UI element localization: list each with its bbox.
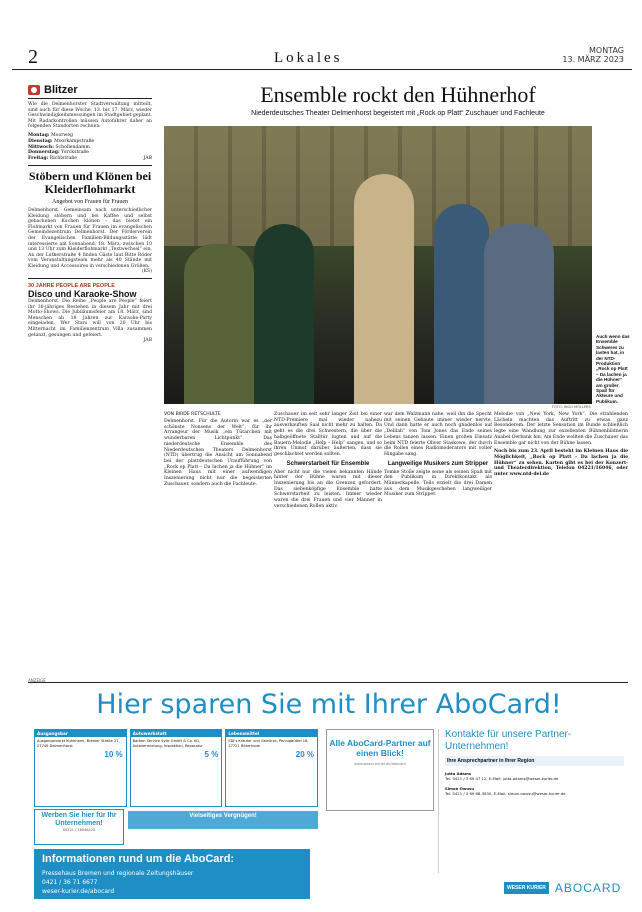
article-subhead: Schwerstarbeit für Ensemble	[286, 460, 370, 467]
contact-person	[445, 771, 624, 781]
schedule-place: Schollendamm	[55, 144, 90, 150]
werben-title: Werben Sie hier für Ihr Unternehmen!	[41, 812, 117, 827]
abocard-advertisement	[28, 678, 628, 902]
abocard-logo: ABOCARD	[554, 881, 622, 895]
schedule-day: Mittwoch:	[28, 144, 54, 150]
contact-person	[445, 786, 624, 796]
werben-box[interactable]	[34, 809, 124, 845]
contact-name: Simon Owusu	[445, 786, 475, 791]
left-story2-kicker: 30 JAHRE PEOPLE ARE PEOPLE	[28, 283, 115, 290]
left-story-title: Stöbern und Klönen bei Kleiderflohmarkt	[28, 168, 152, 196]
schedule-place: Moorweg	[50, 132, 73, 138]
blitzer-intro: Wie die Delmenhorster Stadtverwaltung mitteilt, sind auch für diese Woche, 13. bis 17. März, wieder Geschwindigkeitsmessungen im Stadtgebiet geplant. Mit Radarkontrollen müssen Autofahrer daher an folgenden Standorten rechnen:	[28, 102, 152, 130]
left-story-body: Delmenhorst. Gemeinsam nach unterschiedlicher Kleidung stöbern und bei Kaffee und selbst gebackenen Kuchen klönen – das bietet ein Flohmarkt von Frauen für Frauen im evangelischen Gemeindezentrum Delmenhorst. Der Förderverein der Evangelischen Familien-Bildungsstätte lädt interessierte am Sonnabend, 18. März, zwischen 10 und 13 Uhr zum Kleiderflohmarkt „Textwechsel“ ein. An der Lutherstraße 4 finden Gäste laut Bitte Röder vom Veranstaltungsteam mehr als 40 Stände mit Kleidung und Accessoires in verschiedenen Größen.	[28, 207, 152, 269]
article-column-3	[384, 412, 492, 498]
left-story-subtitle: Angebot von Frauen für Frauen	[52, 198, 128, 205]
schedule-place: Moorkampstraße	[54, 138, 95, 144]
divider	[28, 278, 152, 279]
left-story2-body: Delmenhorst. Die Reihe „People are People“ feiert ihr 30-jähriges Bestehen in diesem Jahr mit drei Motto-Shows. Die Jubiläumsfeier am 18. März, sind Menschen ab 18 Jahren zur Karaoke-Party eingeladen. Wer Stars will von 20 Uhr bis Mitternacht im Familienzentrum Villa zusammen getanzt, gesungen und gefeiert.	[28, 299, 152, 338]
event-info: Noch bis zum 23. April besteht im Kleinen Haus die Möglichkeit, „Rock op Platt – Da lachen ja die Hühner“ zu sehen. Karten gibt es bei der Konzert- und Theaterdirektion, Telefon 04221/16046, oder unter www.ntd-del.de	[494, 449, 628, 478]
partner-tile[interactable]	[130, 729, 223, 807]
tile-discount: 5 %	[204, 750, 219, 760]
blitzer-heading	[28, 84, 152, 99]
photo-actor	[254, 224, 314, 404]
tile-discount: 20 %	[295, 750, 314, 760]
weser-kurier-logo: WESER KURIER	[504, 882, 549, 894]
ensemble-photo	[164, 126, 592, 404]
tile-title: Ausgangsbar	[35, 730, 126, 737]
partner-tile[interactable]	[225, 729, 318, 807]
section-title: Lokales	[274, 50, 343, 66]
contact-details[interactable]: Tel. 0421 / 3 69 68-3830, E-Mail: simon.owusu@weser-kurier.de	[445, 791, 566, 796]
partner-tile[interactable]	[34, 729, 127, 807]
schedule-place: Richtstraße	[49, 156, 77, 162]
tile-discount: 10 %	[104, 750, 123, 760]
page-number: 2	[28, 46, 38, 68]
werben-contact: 04221 / 16046420	[62, 828, 96, 832]
photo-actor	[484, 224, 554, 404]
schedule-day: Freitag:	[28, 156, 49, 162]
speed-camera-icon	[28, 85, 40, 95]
main-headline: Ensemble rockt den Hühnerhof	[260, 82, 536, 107]
article-text: war dem Walzmann nahe, weil ihn die Specht mit seinen Gebaute immer wieder nervte. Und dann hatte er auch noch gnadenlos auf „Delilah“ von Tom Jones das Ende seines Lebens tanzen lassen. Einen großen Einsatz beim NTD feierte Oliver Staskowe, der durch die Rollen eines Radiomoderators mit voller Hingabe sang.	[384, 412, 492, 457]
contact-title: Kontakte für unsere Partner-Unternehmen!	[445, 729, 572, 752]
photo-actor	[184, 244, 254, 404]
contact-panel	[438, 729, 624, 873]
abocard-promo-text: Alle AboCard-Partner auf einen Blick!	[329, 738, 431, 758]
ad-headline: Hier sparen Sie mit Ihrer AboCard!	[96, 689, 562, 720]
tile-title: Autowerkstatt	[131, 730, 222, 737]
schedule-place: Yorckstraße	[61, 150, 90, 156]
left-story2-title: Disco und Karaoke-Show	[28, 289, 137, 300]
photo-caption: Auch wenn das Ensemble Schweres zu lasten hat, in der NTD-Produktion „Rock op Platt – Da lachen ja die Hühner“ am großer Spaß für Akteure und Publikum.	[596, 334, 630, 404]
article-text: Melodie von „New York, New York“. Die strahlenden Lächeln machten das Auftritt zu etwas ganz Besonderem. Der letzte Sensation im Bunde schließlich legte eine Wandlung zur exzellenten Bühnenbildnerin Anabel Oerbank hin. Am Ende wollten die Zuschauer das Ensemble gar nicht von der Bühne lassen.	[494, 412, 628, 446]
tile-title: Lebensmittel	[226, 730, 317, 737]
article-column-1	[164, 412, 272, 487]
schedule-day: Dienstag:	[28, 138, 53, 144]
blitzer-title: Blitzer	[44, 84, 78, 96]
weekday: MONTAG	[589, 46, 624, 55]
blitzer-box	[28, 84, 152, 344]
info-line: Pressehaus Bremen und regionale Zeitungshäuser	[42, 870, 194, 877]
article-text: Delmenhorst. Für die Autorin war es „der schönste Nonsens der Welt“, für ihr Arrangeur der Musik „ein Tütarchen mit wunderbaren Lichtpunkt“. Das niederdeutsche Ensemble des Niederdeutschen Theaters Delmenhorst (NTD) übertrug die Ansicht am Sonnabend bei der plattdeutschen Uraufführung von „Rock op Platt – Da lachen ja die Hühner“ im Kleinen Haus mit einer aufwendigen Inszenierung nicht nur die begeisterten Zuschauer, sondern auch die Fachleute.	[164, 419, 272, 487]
main-subheadline: Niederdeutsches Theater Delmenhorst begeistert mit „Rock op Platt“ Zuschauer und Fachleute	[251, 110, 545, 117]
article-text: Aber nicht nur die vielen bekannten Hände hinter der Bühne waren mit dieser Inszenierung bis an die Grenzen gefordert. Das siebenköpfige Ensemble hatte Schwerstarbeit zu leisten. Immer wieder waren die drei Frauen und vier Männer in verschiedenen Rollen aktiv.	[274, 469, 382, 509]
page-header	[12, 10, 632, 70]
date: 13. MÄRZ 2023	[562, 55, 624, 64]
article-text: Zuschauer im seit sehr langer Zeit bei einer NTD-Premiere mal wieder nahezu ausverkauften Saal nicht mehr zu halten. Da geht es die drei Schwestern, die über die halbgeöffnete Stalltür lugten und auf die Bauern-Melodie „Help – Help“ sangen, und so ihren Unmut darüber äußerten, dass sie geschlachtet werden sollten.	[274, 412, 382, 457]
photo-actor	[434, 204, 489, 404]
author-tag: JAB	[143, 156, 152, 162]
divider	[28, 165, 152, 166]
author-tag: (KS)	[141, 269, 152, 275]
newspaper-page	[12, 10, 632, 902]
schedule-day: Donnerstag:	[28, 150, 60, 156]
info-title: Informationen rund um die AboCard:	[42, 853, 235, 865]
issue-date	[562, 46, 624, 64]
schedule-row	[28, 156, 152, 162]
blitzer-schedule	[28, 133, 152, 162]
byline: VON BIRDE RETSCHULTE	[164, 412, 221, 417]
article-subhead: Langweilige Musikers zum Stripper	[387, 460, 489, 467]
brand-logos	[504, 881, 621, 895]
article-column-4	[494, 412, 628, 478]
article-text: Tomke Stolle zeigte seine als seinen Spaß mit den Publikum in Direktkontakt als Männerkapelle. Teils erzielt die drei Damen aus dem Musikgeschehen langweiliger Musiker zum Stripper.	[384, 469, 492, 498]
partner-tiles	[34, 729, 318, 807]
info-link[interactable]: weser-kurier.de/abocard	[42, 888, 115, 895]
abocard-url[interactable]: www.weser-kurier.de/abocard	[354, 762, 406, 766]
photo-actor	[354, 174, 414, 404]
contact-name: Jutta Adams	[445, 771, 472, 776]
ad-label: ANZEIGE	[28, 678, 46, 683]
schedule-day: Montag:	[28, 132, 50, 138]
info-phone[interactable]: 0421 / 36 71 6677	[42, 879, 98, 886]
photo-credit: FOTO: INGO MÖLLERS	[552, 405, 591, 409]
contact-subtitle: Ihre Ansprechpartner in Ihrer Region	[445, 756, 624, 766]
tile-body: Ausgangsmarkt Kuhlmann, Bremer Straße 21, 27749 Delmenhorst	[37, 739, 120, 748]
abocard-promo[interactable]	[326, 729, 434, 811]
contact-details[interactable]: Tel. 0421 / 3 69 47 12, E-Mail: jutta.adams@weser-kurier.de	[445, 776, 559, 781]
info-band	[34, 849, 310, 899]
vorteil-banner: Vielseitiges Vergnügen!	[128, 811, 318, 829]
article-column-2	[274, 412, 382, 510]
tile-body: EDi's Kräuter und Gewürze, Pennigbüttel 18, 27721 Ritterhude	[228, 739, 309, 748]
tile-body: Bathen Service Syke GmbH & Co. KG, Autovermietung, Inspektion, Reparatur	[132, 739, 203, 748]
author-tag: JAB	[143, 338, 152, 344]
